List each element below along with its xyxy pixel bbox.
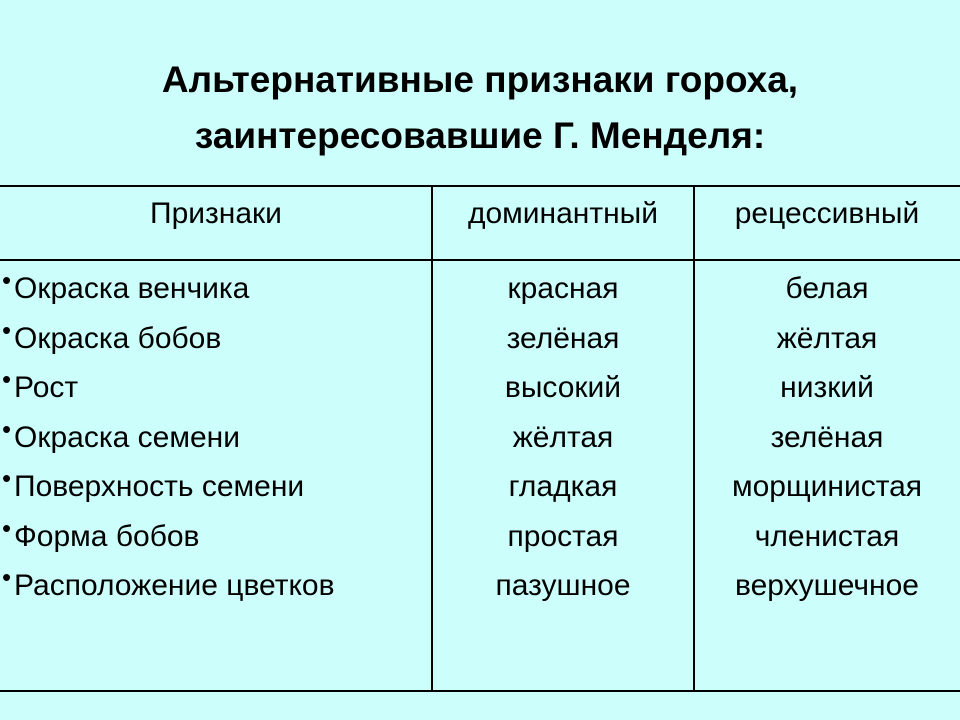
header-dominant: доминантный [467,197,659,230]
recessive-cell: морщинистая [731,470,923,503]
recessive-cell: белая [785,272,869,305]
slide-title [0,52,960,164]
dominant-cell: высокий [504,371,622,404]
dominant-cell: зелёная [506,321,620,355]
trait-cell [2,462,430,512]
bullet-icon: • [2,364,12,394]
trait-cell [2,314,430,364]
bullet-icon: • [2,562,12,592]
trait-cell [2,413,430,463]
trait-label: Поверхность семени [14,470,305,503]
bullet-icon: • [2,265,12,295]
dominant-cell: пазушное [495,569,631,602]
dominant-cell: жёлтая [512,420,614,454]
recessive-column [696,264,958,611]
trait-cell [2,363,430,413]
recessive-cell: жёлтая [776,321,878,355]
bullet-icon: • [2,314,12,345]
column-divider-1 [431,186,433,692]
slide-title-line-2: заинтересовавшие Г. Менделя: [194,115,766,156]
table-bottom-rule [0,690,960,692]
trait-label: Окраска семени [14,420,240,454]
trait-cell [2,512,430,562]
dominant-cell: простая [507,519,619,553]
dominant-column [434,264,692,611]
bullet-icon: • [2,463,12,493]
table-header-rule [0,259,960,261]
recessive-cell: низкий [780,371,874,404]
traits-column [2,264,430,611]
slide-title-line-1: Альтернативные признаки гороха, [161,59,799,100]
trait-cell [2,561,430,611]
recessive-cell: зелёная [770,420,884,454]
header-recessive: рецессивный [734,197,920,230]
trait-cell [2,264,430,314]
trait-label: Рост [14,371,79,404]
bullet-icon: • [2,413,12,444]
bullet-icon: • [2,512,12,543]
header-traits: Признаки [150,197,282,230]
recessive-cell: верхушечное [735,569,919,602]
column-divider-2 [693,186,695,692]
dominant-cell: красная [507,272,619,305]
trait-label: Окраска бобов [14,321,222,355]
trait-label: Окраска венчика [14,272,250,305]
recessive-cell: членистая [754,519,900,553]
trait-label: Расположение цветков [14,569,335,602]
table-top-rule [0,185,960,187]
dominant-cell: гладкая [508,470,618,503]
trait-label: Форма бобов [14,519,200,553]
